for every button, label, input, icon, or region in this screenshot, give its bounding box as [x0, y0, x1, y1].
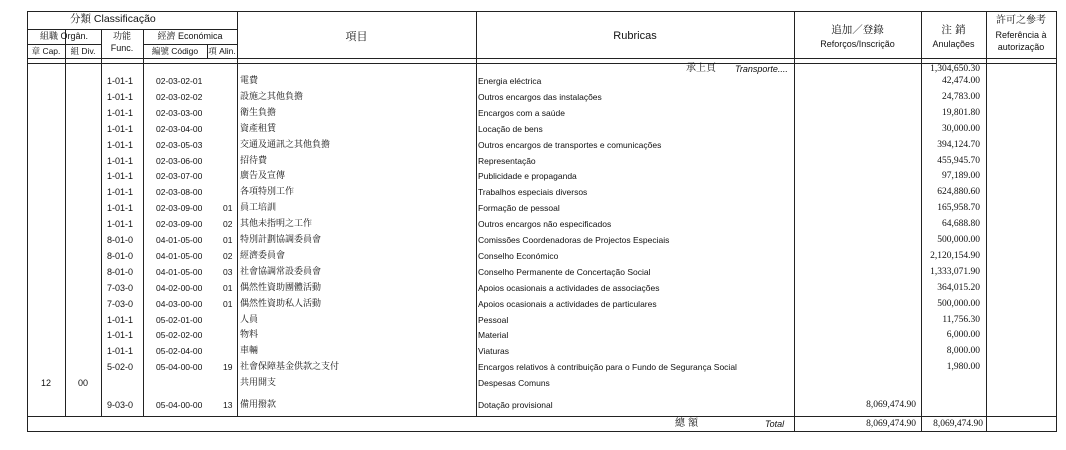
row-func: 1-01-1: [107, 140, 134, 150]
total-anulacoes: 8,069,474.90: [933, 419, 983, 429]
row-codigo: 02-03-08-00: [156, 187, 203, 197]
row-rubrica: Encargos com a saúde: [478, 108, 565, 118]
total-reforcos: 8,069,474.90: [866, 419, 916, 429]
row-func: 1-01-1: [107, 330, 134, 340]
row-func: 1-01-1: [107, 76, 134, 86]
provisional-codigo: 05-04-00-00: [156, 400, 203, 410]
row-alin: 19: [223, 362, 233, 372]
row-anulacoes: 42,474.00: [942, 76, 980, 86]
row-item-zh: 物料: [240, 330, 259, 340]
row-func: 1-01-1: [107, 315, 134, 325]
header-classification: 分類 Classificação: [70, 13, 156, 25]
row-item-zh: 交通及通訊之其他負擔: [240, 140, 331, 150]
row-anulacoes: 19,801.80: [942, 108, 980, 118]
group-rubrica: Despesas Comuns: [478, 378, 550, 388]
row-codigo: 02-03-09-00: [156, 203, 203, 213]
row-func: 1-01-1: [107, 124, 134, 134]
row-item-zh: 車輛: [240, 346, 259, 356]
row-func: 1-01-1: [107, 203, 134, 213]
row-item-zh: 偶然性資助團體活動: [240, 283, 322, 293]
header-ref-pt2: autorização: [997, 42, 1045, 52]
row-rubrica: Material: [478, 330, 509, 340]
row-codigo: 02-03-05-03: [156, 140, 203, 150]
row-alin: 02: [223, 251, 233, 261]
row-anulacoes: 1,980.00: [946, 362, 980, 372]
header-alin: 項 Alin.: [208, 46, 236, 56]
row-func: 8-01-0: [107, 235, 134, 245]
row-rubrica: Outros encargos de transportes e comunicações: [478, 140, 662, 150]
total-label-zh: 總 額: [675, 418, 699, 429]
row-alin: 01: [223, 299, 233, 309]
row-func: 7-03-0: [107, 299, 134, 309]
row-func: 8-01-0: [107, 251, 134, 261]
row-anulacoes: 364,015.20: [937, 283, 980, 293]
row-codigo: 02-03-02-02: [156, 92, 203, 102]
row-codigo: 02-03-07-00: [156, 171, 203, 181]
header-ref-pt1: Referência à: [995, 30, 1047, 40]
row-item-zh: 社會協調常設委員會: [240, 267, 322, 277]
row-func: 5-02-0: [107, 362, 134, 372]
row-rubrica: Outros encargos das instalações: [478, 92, 602, 102]
transport-label-zh: 承上頁: [686, 63, 716, 74]
row-rubrica: Representação: [478, 156, 536, 166]
row-anulacoes: 1,333,071.90: [930, 267, 980, 277]
row-codigo: 05-04-00-00: [156, 362, 203, 372]
row-item-zh: 人員: [240, 315, 259, 325]
header-reforcos-zh: 追加／登錄: [831, 24, 884, 36]
provisional-reforcos: 8,069,474.90: [866, 400, 916, 410]
provisional-rubrica: Dotação provisional: [478, 400, 553, 410]
row-item-zh: 設施之其他負擔: [240, 92, 304, 102]
row-item-zh: 其他未指明之工作: [240, 219, 313, 229]
row-anulacoes: 500,000.00: [937, 299, 980, 309]
header-anulacoes-pt: Anulações: [932, 39, 975, 49]
row-item-zh: 廣告及宣傳: [240, 171, 286, 181]
row-item-zh: 資產租賃: [240, 124, 277, 134]
row-rubrica: Comissões Coordenadoras de Projectos Especiais: [478, 235, 670, 245]
row-item-zh: 經濟委員會: [240, 251, 286, 261]
provisional-alin: 13: [223, 400, 233, 410]
row-rubrica: Conselho Económico: [478, 251, 559, 261]
header-economica: 經濟 Económica: [157, 31, 223, 41]
group-div: 00: [77, 378, 88, 388]
row-codigo: 04-02-00-00: [156, 283, 203, 293]
row-item-zh: 社會保障基金供款之支付: [240, 362, 340, 372]
row-anulacoes: 11,756.30: [942, 315, 980, 325]
header-ref-zh: 許可之參考: [996, 15, 1046, 26]
total-label-pt: Total: [765, 419, 785, 429]
header-cap: 章 Cap.: [31, 46, 61, 56]
row-codigo: 02-03-06-00: [156, 156, 203, 166]
row-item-zh: 招待費: [240, 156, 268, 166]
row-rubrica: Formação de pessoal: [478, 203, 560, 213]
row-func: 1-01-1: [107, 219, 134, 229]
header-reforcos-pt: Reforços/Inscrição: [820, 39, 895, 49]
header-div: 組 Div.: [70, 46, 96, 56]
row-codigo: 05-02-04-00: [156, 346, 203, 356]
row-rubrica: Conselho Permanente de Concertação Social: [478, 267, 651, 277]
row-item-zh: 偶然性資助私人活動: [240, 299, 322, 309]
row-codigo: 05-02-02-00: [156, 330, 203, 340]
header-codigo: 編號 Código: [151, 46, 199, 56]
row-anulacoes: 394,124.70: [937, 140, 980, 150]
header-item-zh: 項目: [345, 30, 368, 43]
transport-label-pt: Transporte....: [735, 64, 788, 74]
row-rubrica: Viaturas: [478, 346, 510, 356]
row-rubrica: Apoios ocasionais a actividades de associações: [478, 283, 660, 293]
row-rubrica: Publicidade e propaganda: [478, 171, 577, 181]
row-func: 1-01-1: [107, 156, 134, 166]
provisional-item-zh: 備用撥款: [240, 400, 277, 410]
row-anulacoes: 2,120,154.90: [930, 251, 980, 261]
row-alin: 01: [223, 235, 233, 245]
row-func: 7-03-0: [107, 283, 134, 293]
row-rubrica: Apoios ocasionais a actividades de particulares: [478, 299, 657, 309]
row-anulacoes: 165,958.70: [937, 203, 980, 213]
row-codigo: 04-01-05-00: [156, 251, 203, 261]
header-func-zh: 功能: [112, 31, 131, 41]
row-item-zh: 員工培訓: [240, 203, 277, 213]
row-func: 1-01-1: [107, 171, 134, 181]
header-func-pt: Func.: [110, 43, 134, 53]
row-rubrica: Trabalhos especiais diversos: [478, 187, 588, 197]
row-anulacoes: 64,688.80: [942, 219, 980, 229]
row-anulacoes: 97,189.00: [942, 171, 980, 181]
row-anulacoes: 8,000.00: [946, 346, 980, 356]
row-rubrica: Pessoal: [478, 315, 509, 325]
row-codigo: 02-03-02-01: [156, 76, 203, 86]
row-codigo: 02-03-09-00: [156, 219, 203, 229]
row-item-zh: 特別計劃協調委員會: [240, 235, 322, 245]
header-organ: 組職 Orgân.: [39, 31, 88, 41]
transport-anulacoes: 1,304,650.30: [930, 64, 980, 74]
row-anulacoes: 6,000.00: [946, 330, 980, 340]
row-func: 1-01-1: [107, 346, 134, 356]
row-anulacoes: 624,880.60: [937, 187, 980, 197]
group-item-zh: 共用開支: [240, 378, 277, 388]
row-func: 8-01-0: [107, 267, 134, 277]
header-anulacoes-zh: 注 銷: [941, 24, 966, 36]
row-alin: 01: [223, 203, 233, 213]
row-anulacoes: 500,000.00: [937, 235, 980, 245]
row-codigo: 05-02-01-00: [156, 315, 203, 325]
row-anulacoes: 455,945.70: [937, 156, 980, 166]
row-item-zh: 電費: [240, 76, 259, 86]
row-codigo: 02-03-04-00: [156, 124, 203, 134]
header-rubricas: Rubricas: [613, 30, 657, 42]
row-item-zh: 各項特別工作: [240, 187, 295, 197]
row-rubrica: Energia eléctrica: [478, 76, 542, 86]
row-codigo: 04-01-05-00: [156, 235, 203, 245]
row-codigo: 02-03-03-00: [156, 108, 203, 118]
row-alin: 03: [223, 267, 233, 277]
group-cap: 12: [40, 378, 51, 388]
row-anulacoes: 30,000.00: [942, 124, 980, 134]
provisional-func: 9-03-0: [107, 400, 134, 410]
row-rubrica: Encargos relativos à contribuição para o Fundo de Segurança Social: [478, 362, 737, 372]
row-alin: 02: [223, 219, 233, 229]
row-codigo: 04-03-00-00: [156, 299, 203, 309]
row-func: 1-01-1: [107, 108, 134, 118]
row-item-zh: 衛生負擔: [240, 108, 277, 118]
row-anulacoes: 24,783.00: [942, 92, 980, 102]
row-func: 1-01-1: [107, 92, 134, 102]
row-rubrica: Locação de bens: [478, 124, 543, 134]
row-codigo: 04-01-05-00: [156, 267, 203, 277]
row-rubrica: Outros encargos não especificados: [478, 219, 612, 229]
row-alin: 01: [223, 283, 233, 293]
row-func: 1-01-1: [107, 187, 134, 197]
